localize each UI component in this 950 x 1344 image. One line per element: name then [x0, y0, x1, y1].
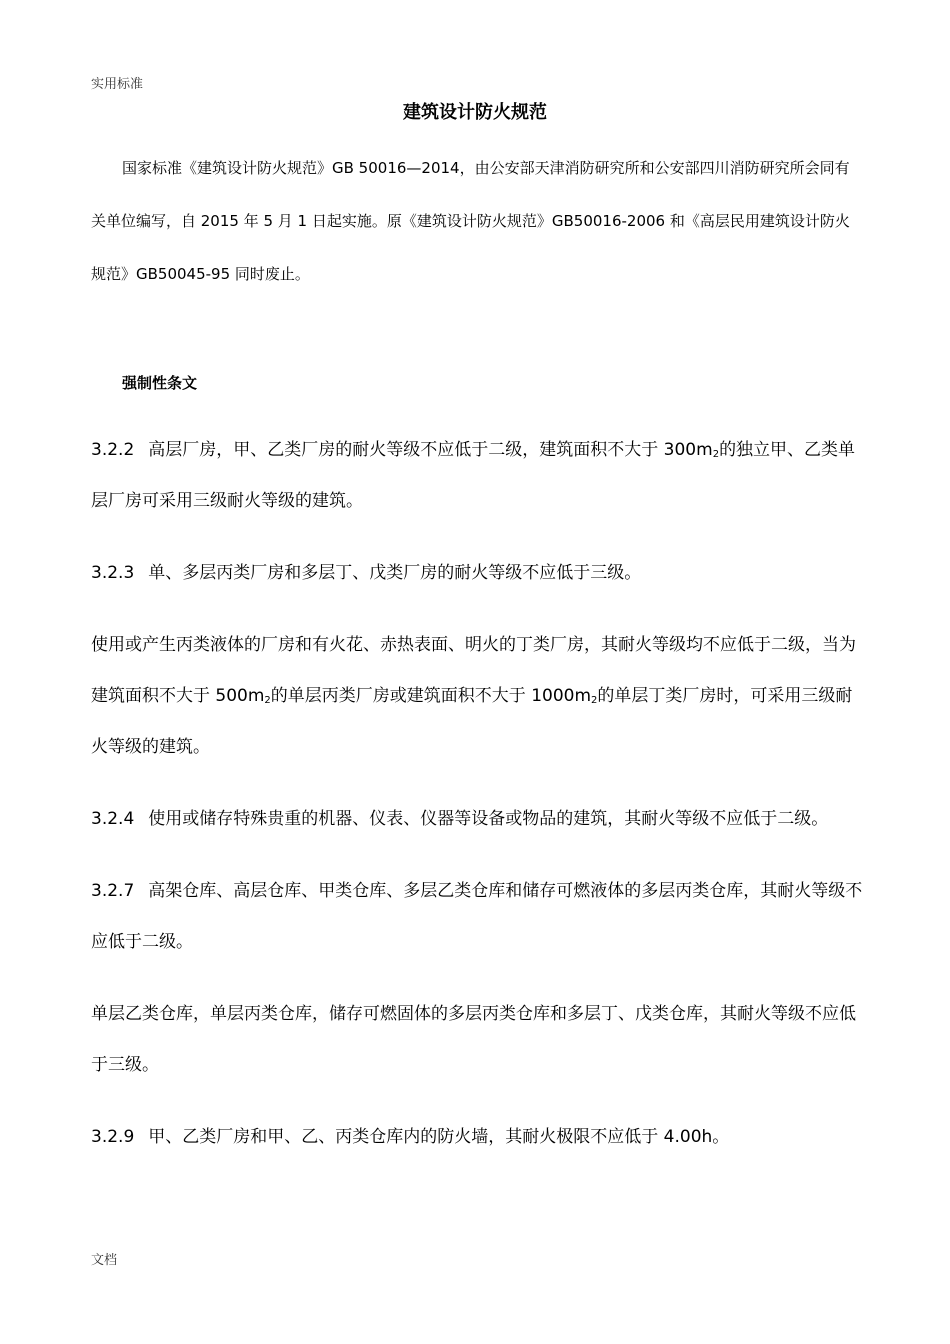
clause-text: 单层乙类仓库，单层丙类仓库，储存可燃固体的多层丙类仓库和多层丁、戊类仓库，其耐火等级不应低于三级。	[91, 1004, 856, 1075]
subscript: 2	[712, 449, 720, 460]
clause-text-cont: 的单层丙类厂房或建筑面积不大于 1000m	[270, 686, 592, 706]
document-title: 建筑设计防火规范	[403, 102, 547, 123]
clause-number: 3.2.2	[91, 440, 135, 460]
document-body	[91, 142, 863, 1163]
subscript: 2	[591, 695, 598, 706]
clause-text: 使用或储存特殊贵重的机器、仪表、仪器等设备或物品的建筑，其耐火等级不应低于二级。	[148, 809, 829, 829]
clause-paragraph	[91, 620, 863, 773]
clause-text: 高层厂房，甲、乙类厂房的耐火等级不应低于二级，建筑面积不大于 300m	[148, 440, 713, 460]
clause-number: 3.2.4	[91, 809, 135, 829]
clause-paragraph	[91, 989, 863, 1091]
intro-paragraph: 国家标准《建筑设计防火规范》GB 50016—2014，由公安部天津消防研究所和公安部四川消防研究所会同有关单位编写，自 2015 年 5 月 1 日起实施。原《建筑设计防火规范》GB50016-2006 和《高层民用建筑设计防火规范》GB50045-95 同时废止。	[91, 159, 850, 283]
page-footer-label: 文档	[91, 1253, 118, 1268]
clause-text-cont: 的独立甲、乙类单层厂房可采用三级耐火等级的建筑。	[91, 440, 856, 511]
clause-number: 3.2.9	[91, 1127, 135, 1147]
clause-number: 3.2.3	[91, 563, 135, 583]
clause-3-2-2	[91, 425, 863, 527]
clause-text-end: 的单层丁类厂房时，可采用三级耐火等级的建筑。	[91, 686, 853, 757]
page-header-label: 实用标准	[91, 77, 144, 92]
clause-text: 使用或产生丙类液体的厂房和有火花、赤热表面、明火的丁类厂房，其耐火等级均不应低于二级，当为建筑面积不大于 500m	[91, 635, 856, 706]
subscript: 2	[264, 695, 271, 706]
clause-3-2-7	[91, 866, 863, 968]
section-heading: 强制性条文	[122, 374, 198, 392]
clause-3-2-9	[91, 1112, 863, 1163]
clause-text: 高架仓库、高层仓库、甲类仓库、多层乙类仓库和储存可燃液体的多层丙类仓库，其耐火等级不应低于二级。	[91, 881, 863, 952]
clause-text: 甲、乙类厂房和甲、乙、丙类仓库内的防火墙，其耐火极限不应低于 4.00h。	[148, 1127, 730, 1147]
clause-number: 3.2.7	[91, 881, 135, 901]
clause-text: 单、多层丙类厂房和多层丁、戊类厂房的耐火等级不应低于三级。	[148, 563, 642, 583]
clause-3-2-3	[91, 548, 863, 599]
clause-3-2-4	[91, 794, 863, 845]
